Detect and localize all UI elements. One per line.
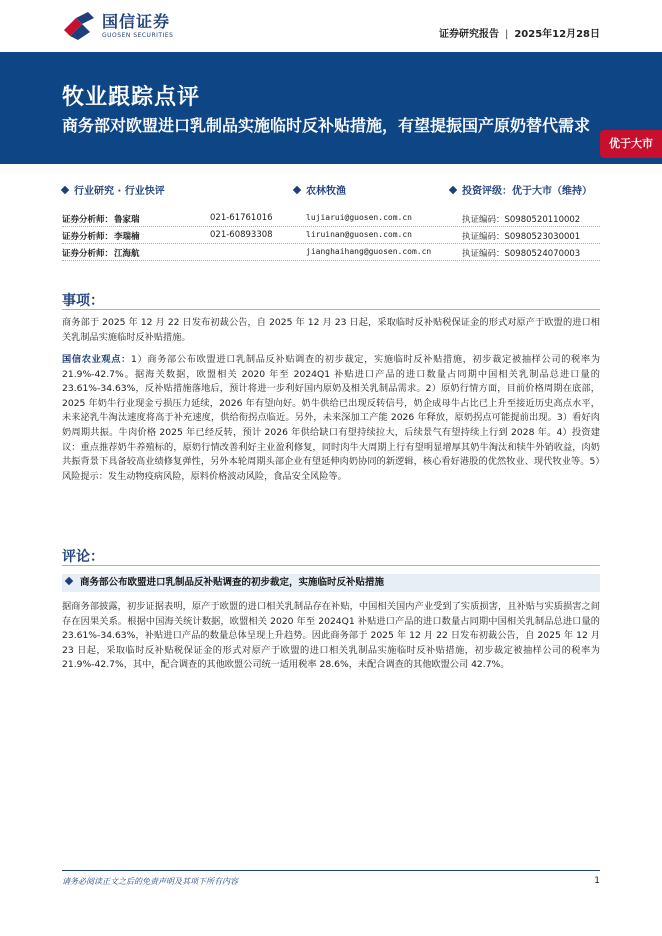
analyst-name: 鲁家瑞 (114, 215, 140, 225)
analyst-role: 证券分析师： (62, 249, 114, 259)
report-type: 证券研究报告 (438, 29, 499, 40)
report-title: 牧业跟踪点评 (62, 85, 201, 110)
viewpoint-lead: 国信农业观点： (62, 354, 131, 365)
event-paragraph: 商务部于 2025 年 12 月 22 日发布初裁公告，自 2025 年 12 月 23 日起，采取临时反补贴税保证金的形式对原产于欧盟的进口相关乳制品实施临时反补贴措施。 (62, 317, 600, 343)
analyst-row (62, 244, 600, 261)
rating-tab: 优于大市 (600, 130, 662, 158)
sector-tag-text: 农林牧渔 (306, 186, 346, 197)
analyst-phone: 021-61761016 (210, 213, 273, 223)
comment-bullet (62, 574, 600, 592)
comment-section-head (62, 544, 600, 566)
analyst-row (62, 210, 600, 227)
report-meta (439, 25, 600, 40)
analyst-role: 证券分析师： (62, 232, 114, 242)
logo-en-text: GUOSEN SECURITIES (102, 31, 174, 39)
title-banner (0, 52, 662, 164)
report-subtitle: 商务部对欧盟进口乳制品实施临时反补贴措施，有望提振国产原奶替代需求 (62, 116, 591, 135)
diamond-icon (65, 577, 73, 585)
analyst-cert: 执证编码：S0980523030001 (462, 232, 581, 242)
industry-tag (62, 182, 165, 197)
analyst-table (62, 210, 600, 261)
meta-separator: | (504, 29, 509, 40)
analyst-name: 李瑞楠 (114, 232, 140, 242)
comment-heading: 评论： (62, 549, 104, 565)
footer-disclaimer: 请务必阅读正文之后的免责声明及其项下所有内容 (62, 877, 238, 886)
company-logo (62, 10, 173, 42)
rating-tag (450, 182, 592, 197)
diamond-icon (449, 186, 457, 194)
page-number: 1 (594, 876, 600, 886)
comment-paragraph: 据商务部披露，初步证据表明，原产于欧盟的进口相关乳制品存在补贴，中国相关国内产业受到了实质损害，且补贴与实质损害之间存在因果关系。根据中国海关统计数据，欧盟相关 2020 年至 2024Q1 补贴进口产品的进口数量占同期中国相关乳制品总进口量的 23.61%-34.63%，补贴进口产品的数量总体呈现上升趋势。因此商务部于 2025 年 12 月 22 日发布初裁公告，自 2025 年 12 月 23 日起，采取临时反补贴税保证金的形式对原产于欧盟的进口相关乳制品实施临时反补贴措施，初步裁定被抽样公司的税率为 21.9%-42.7%，其中，配合调查的其他欧盟公司统一适用税率 28.6%，未配合调查的其他欧盟公司 42.7%。 (62, 601, 600, 671)
guosen-logo-icon (62, 10, 96, 42)
analyst-row (62, 227, 600, 244)
sector-tag (294, 182, 346, 197)
report-tags (62, 182, 600, 196)
analyst-cert: 执证编码：S0980520110002 (462, 215, 581, 225)
analyst-email[interactable]: lujiarui@guosen.com.cn (306, 213, 412, 222)
rating-tag-text: 投资评级：优于大市（维持） (462, 186, 592, 197)
page-header (0, 0, 662, 52)
industry-tag-text: 行业研究 · 行业快评 (74, 186, 165, 197)
comment-bullet-text: 商务部公布欧盟进口乳制品反补贴调查的初步裁定，实施临时反补贴措施 (80, 577, 385, 588)
analyst-phone: 021-60893308 (210, 230, 273, 240)
event-heading: 事项： (62, 293, 104, 309)
analyst-role: 证券分析师： (62, 215, 114, 225)
viewpoint-paragraph (62, 353, 600, 484)
analyst-email[interactable]: jianghaihang@guosen.com.cn (306, 247, 432, 256)
diamond-icon (61, 186, 69, 194)
logo-cn-text: 国信证券 (102, 11, 171, 31)
report-date: 2025年12月28日 (514, 29, 600, 40)
analyst-name: 江海航 (114, 249, 140, 259)
analyst-email[interactable]: liruinan@guosen.com.cn (306, 230, 412, 239)
viewpoint-text: 1）商务部公布欧盟进口乳制品反补贴调查的初步裁定，实施临时反补贴措施，初步裁定被抽样公司的税率为 21.9%-42.7%。据海关数据，欧盟相关 2020 年至 2024Q1 补贴进口产品的进口数量占同期中国相关乳制品总进口量的 23.61%-34.63%，反补贴措施落地后，预计将进一步利好国内原奶及相关乳制品需求。2）原奶行情方面，目前价格周期在底部，2025 年奶牛行业现金亏损压力延续，2026 年有望向好。奶牛供给已出现反转信号，奶企成母牛占比已上升至接近历史高点水平，未来泌乳牛淘汰速度将高于补充速度，供给衔拐点临近。另外，未来深加工产能 2026 年释放，原奶拐点可能提前出现。3）看好肉奶周期共振。牛肉价格 2025 年已经反转，预计 2026 年供给缺口有望持续拉大，后续景气有望持续上行到 2028 年。4）投资建议：重点推荐奶牛养殖标的，原奶行情改善利好主业盈利修复，同时肉牛大周期上行有望明显增厚其奶牛淘汰和犊牛外销收益，肉奶共振背景下具备较高业绩修复弹性，另外本轮周期头部企业有望延伸肉奶协同的新逻辑，核心看好港股的优然牧业、现代牧业等。5）风险提示：发生动物疫病风险，原料价格波动风险，食品安全风险等。 (62, 354, 601, 482)
analyst-cert: 执证编码：S0980524070003 (462, 249, 581, 259)
diamond-icon (293, 186, 301, 194)
footer-divider (62, 870, 600, 871)
event-section-head (62, 288, 600, 310)
